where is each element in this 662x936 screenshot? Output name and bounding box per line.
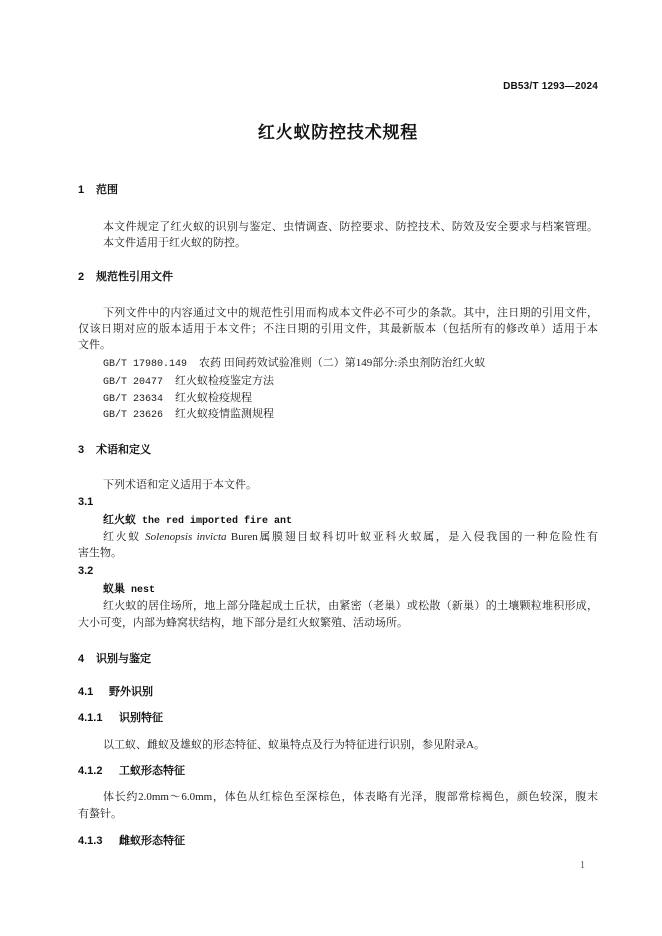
reference-code: GB/T 20477 — [103, 377, 164, 388]
reference-title: 农药 田间药效试验准则（二）第149部分:杀虫剂防治红火蚁 — [199, 357, 486, 369]
reference-code: GB/T 23626 — [103, 410, 164, 421]
paragraph-line: 以工蚁、雌蚁及雄蚁的形态特征、蚁巢特点及行为特征进行识别，参见附录A。 — [103, 739, 485, 751]
definition-lead: 红火蚁 — [103, 531, 141, 543]
term-heading — [103, 581, 155, 599]
reference-item — [103, 406, 274, 424]
section-number: 4 — [78, 653, 85, 665]
definition-text: Buren属膜翅目蚁科切叶蚁亚科火蚁属，是入侵我国的一种危险性有 — [230, 531, 599, 543]
subsection-heading — [78, 763, 185, 779]
term-english: the red imported fire ant — [142, 516, 293, 527]
reference-title: 红火蚁疫情监测规程 — [175, 408, 275, 420]
paragraph-line: 下列术语和定义适用于本文件。 — [103, 479, 257, 491]
page-number: 1 — [580, 860, 585, 871]
subsection-number: 4.1.1 — [78, 712, 103, 724]
reference-title: 红火蚁检疫规程 — [175, 392, 253, 404]
subsection-title: 识别特征 — [119, 712, 163, 724]
section-title: 规范性引用文件 — [96, 271, 173, 283]
term-definition-line: 害生物。 — [78, 547, 122, 559]
term-definition-line: 大小可变，内部为蜂窝状结构，地下部分是红火蚁繁殖、活动场所。 — [78, 617, 408, 629]
paragraph-line: 本文件规定了红火蚁的识别与鉴定、虫情调查、防控要求、防控技术、防效及安全要求与档案管理。 — [103, 221, 598, 233]
subsection-heading — [78, 710, 163, 726]
paragraph-line: 体长约2.0mm～6.0mm，体色从红棕色至深棕色，体表略有光泽，腹部常棕褐色，颜色较深，腹末 — [103, 791, 598, 803]
section-number: 1 — [78, 184, 85, 196]
section-heading — [78, 651, 151, 667]
paragraph-line: 文件。 — [78, 339, 111, 351]
reference-item — [103, 373, 274, 391]
section-title: 识别与鉴定 — [96, 653, 151, 665]
term-definition-line — [103, 529, 598, 545]
term-number: 3.1 — [78, 496, 94, 508]
term-heading — [103, 512, 292, 530]
reference-item — [103, 355, 485, 373]
subsection-heading — [78, 684, 153, 700]
subsection-heading — [78, 833, 185, 849]
term-definition-line: 红火蚁的居住场所，地上部分隆起成土丘状，由紧密（老巢）或松散（新巢）的土壤颗粒堆积形成， — [103, 600, 598, 612]
section-heading — [78, 182, 118, 198]
subsection-title: 工蚁形态特征 — [119, 765, 185, 777]
section-heading — [78, 442, 151, 458]
term-english: nest — [131, 585, 156, 596]
paragraph-line: 仅该日期对应的版本适用于本文件；不注日期的引用文件，其最新版本（包括所有的修改单）适用于本 — [78, 323, 598, 335]
document-title: 红火蚁防控技术规程 — [257, 123, 419, 142]
section-title: 范围 — [96, 184, 118, 196]
section-heading — [78, 269, 173, 285]
scientific-name: Solenopsis invicta — [145, 531, 227, 543]
reference-title: 红火蚁检疫鉴定方法 — [175, 375, 275, 387]
section-title: 术语和定义 — [96, 444, 151, 456]
term-number: 3.2 — [78, 565, 94, 577]
term-chinese: 蚁巢 — [103, 583, 125, 595]
term-chinese: 红火蚁 — [103, 514, 136, 526]
subsection-title: 野外识别 — [109, 686, 153, 698]
reference-code: GB/T 17980.149 — [103, 359, 188, 370]
subsection-number: 4.1.3 — [78, 835, 103, 847]
reference-code: GB/T 23634 — [103, 394, 164, 405]
paragraph-line: 下列文件中的内容通过文中的规范性引用而构成本文件必不可少的条款。其中，注日期的引用文件， — [103, 307, 598, 319]
subsection-number: 4.1 — [78, 686, 94, 698]
standard-code: DB53/T 1293—2024 — [503, 81, 598, 92]
paragraph-line: 本文件适用于红火蚁的防控。 — [103, 237, 246, 249]
subsection-number: 4.1.2 — [78, 765, 103, 777]
paragraph-line: 有螯针。 — [78, 808, 122, 820]
subsection-title: 雌蚁形态特征 — [119, 835, 185, 847]
section-number: 3 — [78, 444, 85, 456]
section-number: 2 — [78, 271, 85, 283]
